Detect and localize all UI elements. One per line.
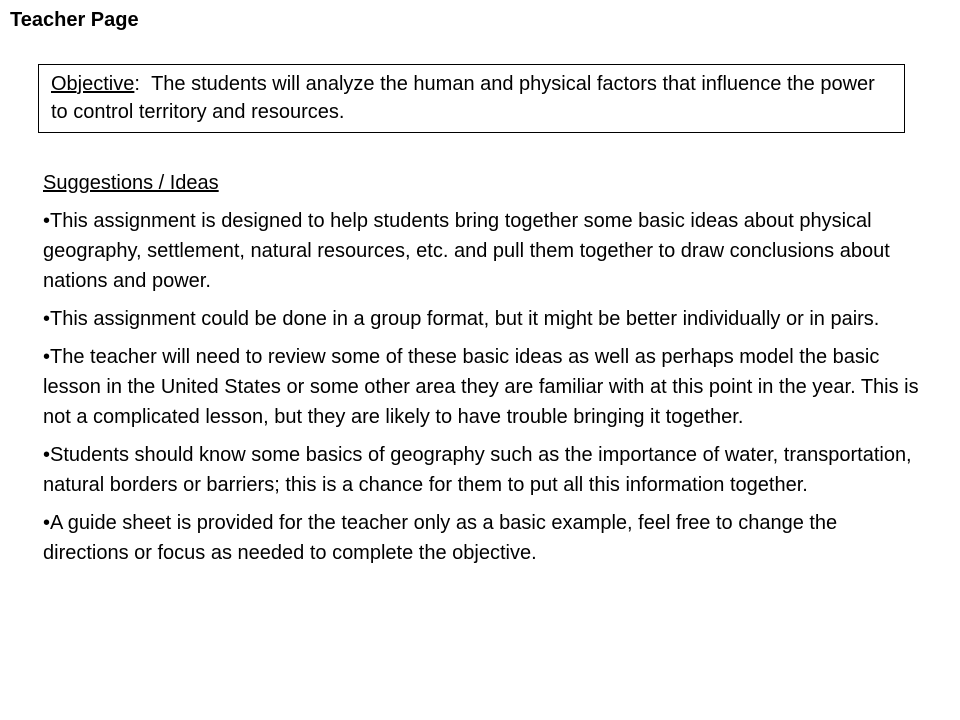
suggestion-text: A guide sheet is provided for the teacher only as a basic example, feel free to change the directions or focus as needed to complete the objective. [43,512,838,564]
suggestion-text: This assignment is designed to help students bring together some basic ideas about physical geography, settlement, natural resources, etc. and pull them together to draw conclusions about nations and power. [43,210,890,292]
bullet-marker: • [43,444,51,466]
page-title: Teacher Page [10,9,139,31]
bullet-marker: • [43,512,51,534]
suggestion-text: Students should know some basics of geography such as the importance of water, transportation, natural borders or barriers; this is a chance for them to put all this information together. [43,444,912,496]
suggestion-item-1 [43,206,923,296]
suggestions-heading: Suggestions / Ideas [43,172,219,194]
objective-label: Objective [51,73,135,95]
suggestion-item-3 [43,342,923,432]
suggestion-text: This assignment could be done in a group format, but it might be better individually or in pairs. [50,308,880,330]
suggestion-item-4 [43,440,923,500]
objective-separator: : [134,73,140,95]
suggestions-section [43,168,923,576]
bullet-marker: • [43,308,51,330]
suggestion-text: The teacher will need to review some of these basic ideas as well as perhaps model the basic lesson in the United States or some other area they are familiar with at this point in the year. This is not a complicated lesson, but they are likely to have trouble bringing it together. [43,346,919,428]
suggestion-item-5 [43,508,923,568]
bullet-marker: • [43,210,51,232]
objective-text: The students will analyze the human and physical factors that influence the power to control territory and resources. [51,73,875,123]
suggestion-item-2 [43,304,923,334]
bullet-marker: • [43,346,51,368]
objective-box [38,64,905,133]
